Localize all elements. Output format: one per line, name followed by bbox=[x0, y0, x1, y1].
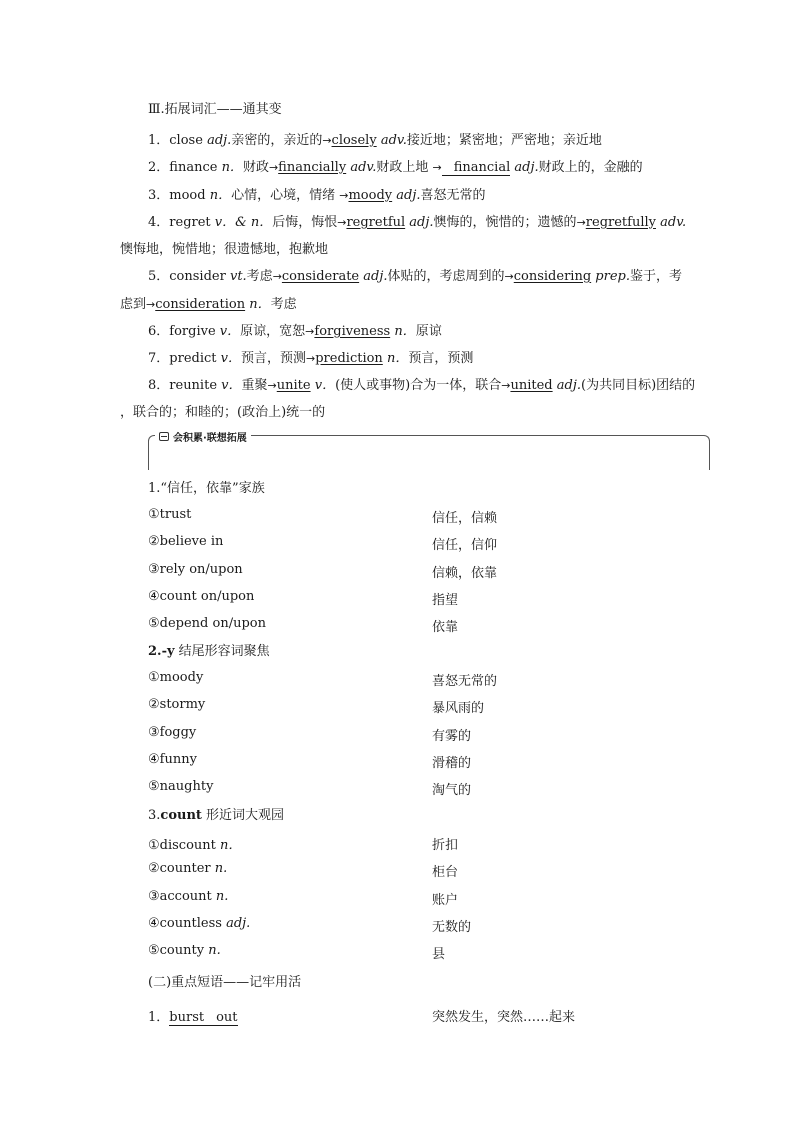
arrow-icon: → bbox=[501, 379, 511, 392]
vocab-item-5-cont: 虑到→consideration n．考虑 bbox=[120, 297, 297, 312]
group2-term: ③foggy bbox=[148, 724, 197, 740]
group2-row bbox=[148, 670, 648, 690]
group1-term: ①trust bbox=[148, 507, 192, 522]
arrow-icon: → bbox=[306, 352, 316, 365]
phrase-term: 1．burst out bbox=[148, 1010, 238, 1025]
group3-row bbox=[148, 889, 648, 909]
group1-meaning: 信赖，依靠 bbox=[432, 565, 498, 581]
group2-row bbox=[148, 697, 648, 717]
vocab-item-6: 6．forgive v．原谅，宽恕→forgiveness n．原谅 bbox=[148, 324, 442, 339]
arrow-icon: → bbox=[146, 298, 156, 311]
group2-row bbox=[148, 779, 648, 799]
vocab-item-2: 2．finance n．财政→financially adv.财政上地 → financial adj.财政上的，金融的 bbox=[148, 160, 643, 175]
group3-term: ③account n. bbox=[148, 888, 229, 904]
group1-meaning: 依靠 bbox=[432, 620, 459, 636]
group2-term: ⑤naughty bbox=[148, 779, 214, 795]
note-icon bbox=[159, 432, 169, 441]
arrow-icon: → bbox=[432, 161, 442, 174]
group2-meaning: 喜怒无常的 bbox=[432, 674, 498, 689]
arrow-icon: → bbox=[339, 189, 349, 202]
arrow-icon: → bbox=[268, 161, 279, 174]
part-of-speech: n． bbox=[215, 838, 242, 853]
arrow-icon: → bbox=[267, 379, 277, 392]
group1-term: ⑤depend on/upon bbox=[148, 616, 266, 632]
hint-box bbox=[148, 432, 710, 470]
vocab-item-8: 8．reunite v．重聚→unite v．(使人或事物)合为一体，联合→united adj.(为共同目标)团结的 bbox=[148, 378, 696, 393]
group2-meaning: 淘气的 bbox=[432, 783, 472, 799]
group1-term: ③rely on/upon bbox=[148, 561, 243, 577]
arrow-icon: → bbox=[576, 216, 586, 229]
group3-row bbox=[148, 916, 648, 936]
group1-title: 1.“信任，依靠”家族 bbox=[148, 481, 265, 496]
vocab-item-4: 4．regret v．& n．后悔，悔恨→regretful adj.懊悔的，惋惜的；遗憾的→regretfully adv. bbox=[148, 215, 687, 230]
hint-label: 会积累·联想拓展 bbox=[173, 432, 247, 444]
arrow-icon: → bbox=[322, 134, 332, 147]
group2-row bbox=[148, 725, 648, 745]
group3-term: ①discount n． bbox=[148, 838, 242, 853]
arrow-icon: → bbox=[337, 216, 347, 229]
group3-meaning: 县 bbox=[432, 947, 446, 963]
group1-row bbox=[148, 589, 648, 609]
group1-row bbox=[148, 534, 648, 554]
group1-meaning: 信任，信仰 bbox=[432, 538, 498, 554]
vocab-item-8-cont: ，联合的；和睦的；(政治上)统一的 bbox=[120, 405, 326, 420]
group3-meaning: 折扣 bbox=[432, 838, 459, 853]
vocab-item-3: 3．mood n．心情，心境，情绪 →moody adj.喜怒无常的 bbox=[148, 188, 486, 203]
group2-term: ④funny bbox=[148, 751, 197, 767]
vocab-item-5: 5．consider vt.考虑→considerate adj.体贴的，考虑周到的→considering prep.鉴于，考 bbox=[148, 269, 682, 284]
group3-row bbox=[148, 834, 648, 854]
section-title: Ⅲ.拓展词汇——通其变 bbox=[148, 102, 282, 117]
group1-meaning: 信任，信赖 bbox=[432, 511, 498, 526]
group2-meaning: 滑稽的 bbox=[432, 755, 472, 771]
arrow-icon: → bbox=[504, 270, 514, 283]
group3-term: ②counter n. bbox=[148, 861, 228, 877]
part-of-speech: n. bbox=[211, 888, 229, 904]
group3-title: 3.count 形近词大观园 bbox=[148, 808, 285, 823]
group3-meaning: 账户 bbox=[432, 892, 459, 908]
vocab-item-1: 1．close adj.亲密的，亲近的→closely adv.接近地；紧密地；严密地；亲近地 bbox=[148, 133, 602, 148]
group2-row bbox=[148, 752, 648, 772]
group1-term: ④count on/upon bbox=[148, 588, 255, 604]
group2-term: ①moody bbox=[148, 670, 204, 685]
group3-meaning: 柜台 bbox=[432, 865, 459, 881]
group2-meaning: 有雾的 bbox=[432, 728, 472, 744]
phrase-meaning: 突然发生，突然……起来 bbox=[432, 1010, 576, 1025]
group3-meaning: 无数的 bbox=[432, 919, 472, 935]
group1-meaning: 指望 bbox=[432, 592, 459, 608]
group1-row bbox=[148, 507, 648, 527]
group3-term: ④countless adj. bbox=[148, 915, 251, 931]
vocab-item-4-cont: 懊悔地，惋惜地；很遗憾地，抱歉地 bbox=[120, 242, 329, 257]
group1-row bbox=[148, 562, 648, 582]
group3-row bbox=[148, 943, 648, 963]
group2-title: 2.-y 结尾形容词聚焦 bbox=[148, 644, 270, 659]
group1-row bbox=[148, 616, 648, 636]
part-of-speech: n. bbox=[204, 943, 221, 959]
group3-term: ⑤county n. bbox=[148, 943, 221, 959]
group3-row bbox=[148, 861, 648, 881]
part-of-speech: adj. bbox=[221, 915, 251, 931]
arrow-icon: → bbox=[272, 270, 282, 283]
phrases-title: (二)重点短语——记牢用活 bbox=[148, 975, 302, 990]
vocab-item-7: 7．predict v．预言，预测→prediction n．预言，预测 bbox=[148, 351, 474, 366]
group1-term: ②believe in bbox=[148, 534, 224, 550]
arrow-icon: → bbox=[305, 325, 315, 338]
group2-meaning: 暴风雨的 bbox=[432, 701, 485, 717]
group2-term: ②stormy bbox=[148, 697, 206, 713]
phrase-item-1 bbox=[148, 1006, 648, 1026]
part-of-speech: n. bbox=[210, 861, 228, 877]
hint-tab bbox=[155, 428, 251, 444]
